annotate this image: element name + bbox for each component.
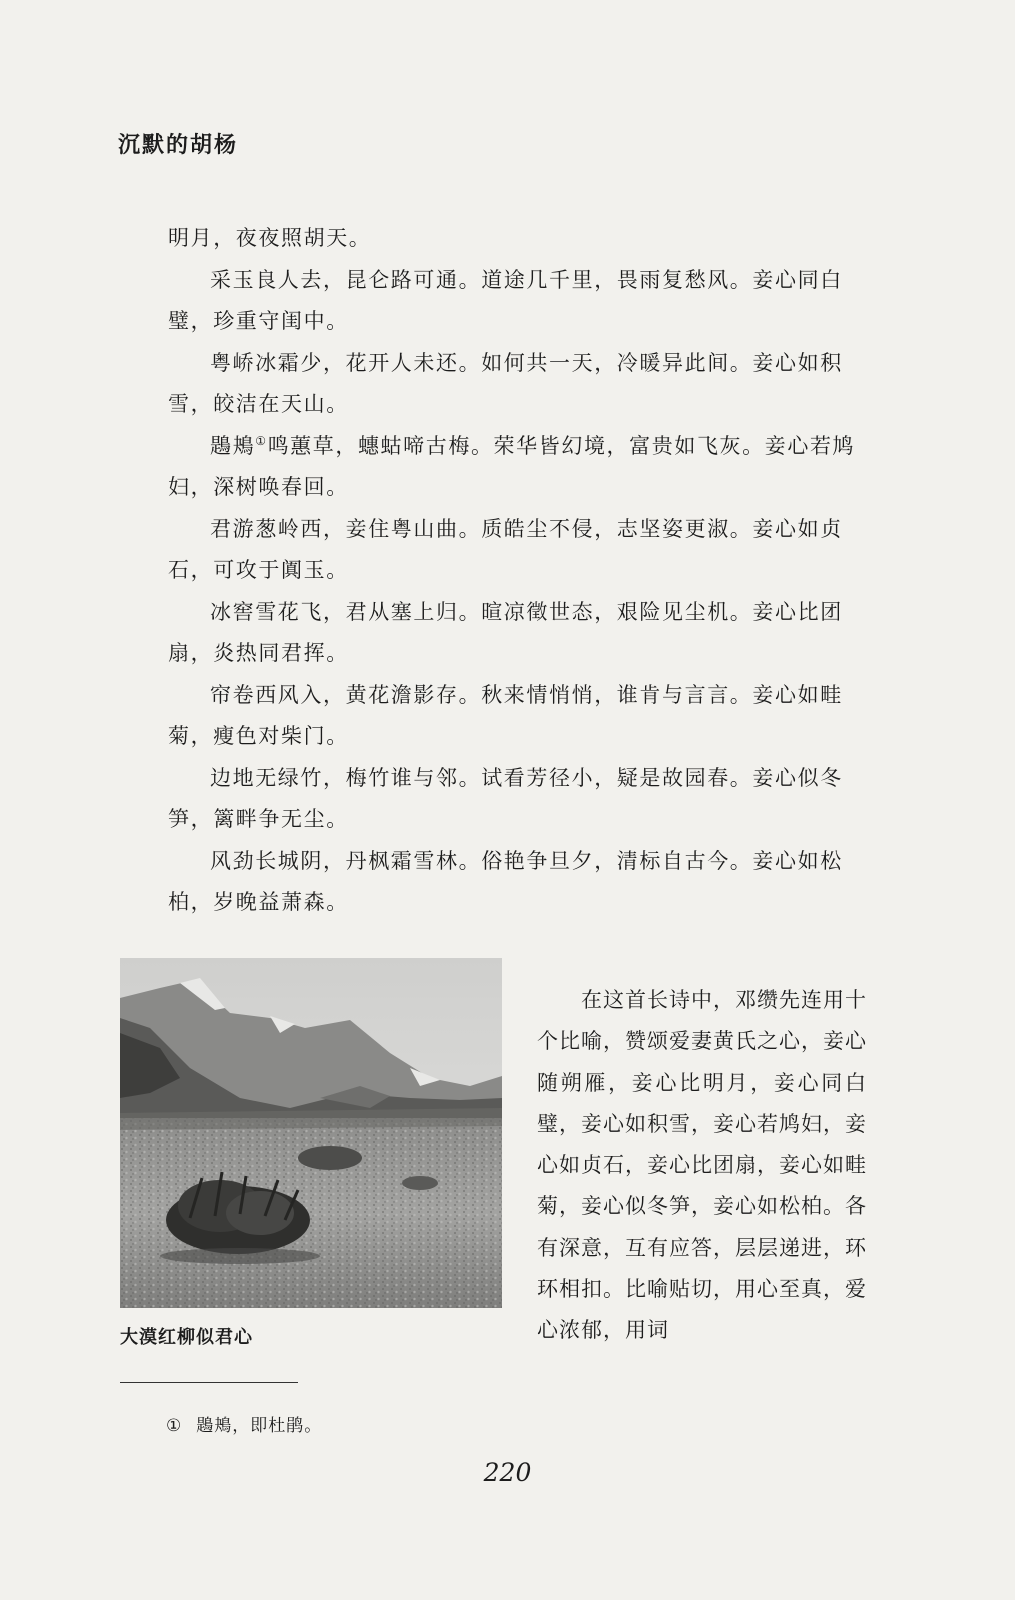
poem-line: 粤峤冰霜少，花开人未还。如何共一天，冷暖异此间。妾心如积雪，皎洁在天山。 (168, 350, 843, 416)
footnote (166, 1411, 322, 1436)
running-title: 沉默的胡杨 (118, 133, 239, 158)
poem-line: 帘卷西风入，黄花澹影存。秋来情悄悄，谁肯与言言。妾心如畦菊，瘦色对柴门。 (168, 682, 843, 748)
footnote-divider (120, 1382, 298, 1383)
poem-line: 冰窖雪花飞，君从塞上归。暄凉徵世态，艰险见尘机。妾心比团扇，炎热同君挥。 (168, 599, 843, 665)
poem-line: 君游葱岭西，妾住粤山曲。质皓尘不侵，志坚姿更淑。妾心如贞石，可攻于阗玉。 (168, 516, 843, 582)
footnote-text: 鶗鴂，即杜鹃。 (196, 1416, 323, 1436)
poem-line: 明月，夜夜照胡天。 (168, 226, 372, 250)
poem-line-rest: 鸣蕙草，蟪蛄啼古梅。荣华皆幻境，富贵如飞灰。妾心若鸠妇，深树唤春回。 (168, 433, 856, 499)
poem-line: 采玉良人去，昆仑路可通。道途几千里，畏雨复愁风。妾心同白璧，珍重守闺中。 (168, 267, 843, 333)
essay-paragraph: 在这首长诗中，邓缵先连用十个比喻，赞颂爱妻黄氏之心，妾心随朔雁，妾心比明月，妾心同白璧，妾心如积雪，妾心若鸠妇，妾心如贞石，妾心比团扇，妾心如畦菊，妾心似冬笋，妾心如松柏。各有深意，互有应答，层层递进，环环相扣。比喻贴切，用心至真，爱心浓郁，用词 (537, 988, 867, 1343)
footnote-marker: ① (166, 1416, 183, 1436)
poem-line (168, 426, 868, 509)
poem-line: 边地无绿竹，梅竹谁与邻。试看芳径小，疑是故园春。妾心似冬笋，篱畔争无尘。 (168, 765, 843, 831)
poem-line-start: 鶗鴂 (210, 433, 256, 458)
page-number: 220 (483, 1458, 532, 1487)
poem-line: 风劲长城阴，丹枫霜雪林。俗艳争旦夕，清标自古今。妾心如松柏，岁晚益萧森。 (168, 848, 843, 914)
footnote-reference[interactable]: ① (255, 433, 268, 448)
figure-caption: 大漠红柳似君心 (120, 1327, 253, 1348)
desert-tamarisk-photo (120, 958, 502, 1308)
poem-text (168, 218, 868, 924)
essay-text (537, 980, 867, 1352)
